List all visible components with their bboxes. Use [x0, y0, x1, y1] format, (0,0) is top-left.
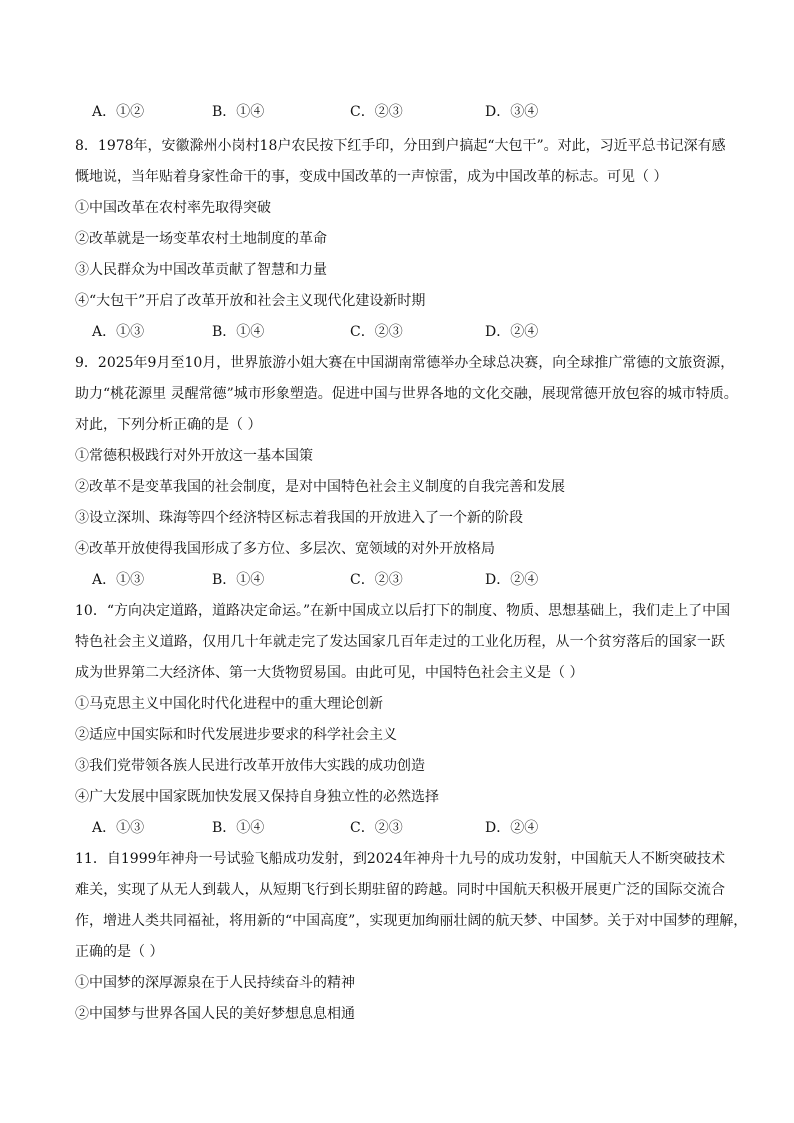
question-stem-line: 正确的是（ ）	[75, 944, 164, 960]
question-stem-line: 10．“方向决定道路，道路决定命运。”在新中国成立以后打下的制度、物质、思想基础上，我们走上了中国	[75, 603, 731, 619]
answer-option-a: A．①③	[92, 820, 145, 836]
statement-item: ③设立深圳、珠海等四个经济特区标志着我国的开放进入了一个新的阶段	[75, 510, 523, 526]
question-stem-line: 成为世界第二大经济体、第一大货物贸易国。由此可见，中国特色社会主义是（ ）	[75, 665, 584, 681]
statement-item: ④“大包干”开启了改革开放和社会主义现代化建设新时期	[75, 293, 426, 309]
answer-option-d: D．②④	[485, 324, 539, 340]
answer-option-c: C．②③	[350, 572, 403, 588]
question-stem-line: 助力“桃花源里 灵醒常德”城市形象塑造。促进中国与世界各地的文化交融，展现常德开放包容的城市特质。	[75, 386, 738, 402]
answer-option-a: A．①②	[92, 104, 145, 120]
question-stem-line: 对此，下列分析正确的是（ ）	[75, 417, 262, 433]
question-stem-line: 慨地说，当年贴着身家性命干的事，变成中国改革的一声惊雷，成为中国改革的标志。可见（ ）	[75, 169, 668, 185]
question-stem-line: 8．1978年，安徽滁州小岗村18户农民按下红手印，分田到户搞起“大包干”。对此，习近平总书记深有感	[75, 138, 726, 154]
question-stem-line: 作，增进人类共同福祉，将用新的“中国高度”，实现更加绚丽壮阔的航天梦、中国梦。关于对中国梦的理解，	[75, 913, 748, 929]
answer-option-d: D．③④	[485, 104, 539, 120]
answer-option-b: B．①④	[212, 324, 265, 340]
answer-option-b: B．①④	[212, 104, 265, 120]
statement-item: ④广大发展中国家既加快发展又保持自身独立性的必然选择	[75, 789, 439, 805]
statement-item: ④改革开放使得我国形成了多方位、多层次、宽领域的对外开放格局	[75, 541, 495, 557]
answer-option-a: A．①③	[92, 572, 145, 588]
answer-option-b: B．①④	[212, 572, 265, 588]
answer-options-row	[92, 570, 652, 590]
statement-item: ②适应中国实际和时代发展进步要求的科学社会主义	[75, 727, 397, 743]
statement-item: ①马克思主义中国化时代化进程中的重大理论创新	[75, 696, 383, 712]
question-stem-line: 9．2025年9月至10月，世界旅游小姐大赛在中国湖南常德举办全球总决赛，向全球推广常德的文旅资源，	[75, 355, 735, 371]
statement-item: ③人民群众为中国改革贡献了智慧和力量	[75, 262, 327, 278]
statement-item: ②改革不是变革我国的社会制度，是对中国特色社会主义制度的自我完善和发展	[75, 479, 565, 495]
question-stem-line: 特色社会主义道路，仅用几十年就走完了发达国家几百年走过的工业化历程，从一个贫穷落后的国家一跃	[75, 634, 725, 650]
statement-item: ①中国梦的深厚源泉在于人民持续奋斗的精神	[75, 975, 355, 991]
answer-option-a: A．①③	[92, 324, 145, 340]
answer-option-d: D．②④	[485, 820, 539, 836]
statement-item: ③我们党带领各族人民进行改革开放伟大实践的成功创造	[75, 758, 425, 774]
answer-options-row	[92, 322, 652, 342]
statement-item: ②改革就是一场变革农村土地制度的革命	[75, 231, 327, 247]
question-stem-line: 难关，实现了从无人到载人，从短期飞行到长期驻留的跨越。同时中国航天积极开展更广泛的国际交流合	[75, 882, 725, 898]
question-stem-line: 11．自1999年神舟一号试验飞船成功发射，到2024年神舟十九号的成功发射，中国航天人不断突破技术	[75, 851, 725, 867]
answer-option-c: C．②③	[350, 104, 403, 120]
answer-option-c: C．②③	[350, 820, 403, 836]
answer-option-b: B．①④	[212, 820, 265, 836]
answer-options-row	[92, 818, 652, 838]
answer-options-row	[92, 102, 652, 122]
answer-option-d: D．②④	[485, 572, 539, 588]
statement-item: ①中国改革在农村率先取得突破	[75, 200, 271, 216]
answer-option-c: C．②③	[350, 324, 403, 340]
statement-item: ②中国梦与世界各国人民的美好梦想息息相通	[75, 1006, 355, 1022]
statement-item: ①常德积极践行对外开放这一基本国策	[75, 448, 313, 464]
